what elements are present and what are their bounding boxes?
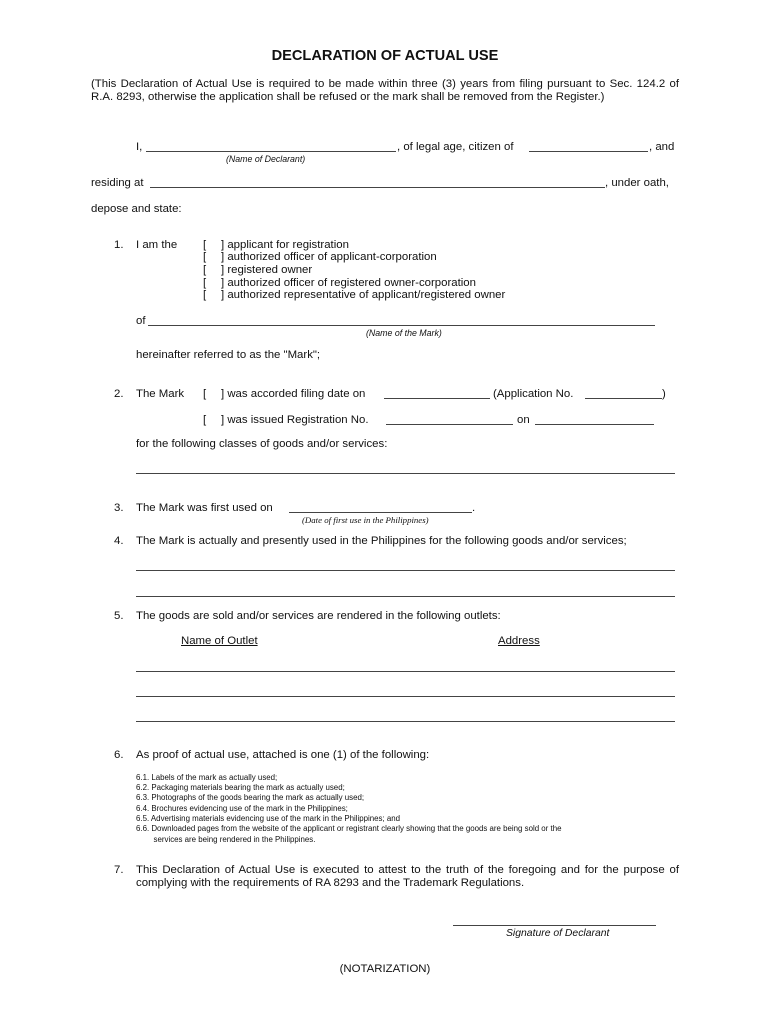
option-label: ] applicant for registration <box>221 239 349 251</box>
item5-number: 5. <box>114 610 124 622</box>
option-label: ] authorized representative of applicant/registered owner <box>221 289 506 301</box>
classes-label: for the following classes of goods and/or services: <box>136 438 388 450</box>
proof-item: 6.4. Brochures evidencing use of the mark in the Philippines; <box>136 804 348 813</box>
option-label: ] authorized officer of registered owner-corporation <box>221 277 476 289</box>
first-use-date-line[interactable] <box>289 512 472 513</box>
proof-label: As proof of actual use, attached is one (1) of the following: <box>136 749 430 761</box>
proof-item: 6.1. Labels of the mark as actually used; <box>136 773 278 782</box>
residence-line[interactable] <box>150 187 605 188</box>
intro-paragraph: (This Declaration of Actual Use is required to be made within three (3) years from filing pursuant to Sec. 124.2 of R.A. 8293, otherwise the application shall be refused or the mark shall be removed from the Register.) <box>91 78 679 103</box>
signature-caption: Signature of Declarant <box>506 928 610 939</box>
item6-number: 6. <box>114 749 124 761</box>
option-label: ] registered owner <box>221 264 313 276</box>
item1-number: 1. <box>114 239 124 251</box>
mark-name-line[interactable] <box>148 325 655 326</box>
option-label: ] authorized officer of applicant-corporation <box>221 251 437 263</box>
declarant-name-caption: (Name of Declarant) <box>226 154 306 164</box>
proof-item: 6.3. Photographs of the goods bearing the mark as actually used; <box>136 793 365 802</box>
outlet-line[interactable] <box>136 696 675 697</box>
outlet-line[interactable] <box>136 671 675 672</box>
residing-label: residing at <box>91 177 144 189</box>
mark-name-caption: (Name of the Mark) <box>366 328 442 338</box>
of-label: of <box>136 315 146 327</box>
goods-line[interactable] <box>136 596 675 597</box>
proof-item: 6.5. Advertising materials evidencing use of the mark in the Philippines; and <box>136 814 401 823</box>
filing-date-checkbox[interactable]: [ <box>203 388 207 400</box>
citizenship-line[interactable] <box>529 151 648 152</box>
notarization-label: (NOTARIZATION) <box>339 963 431 975</box>
outlet-line[interactable] <box>136 721 675 722</box>
option-checkbox[interactable]: [ <box>203 264 207 276</box>
option-checkbox[interactable]: [ <box>203 289 207 301</box>
proof-item: 6.6. Downloaded pages from the website of the applicant or registrant clearly showing that the goods are being sold or the <box>136 824 562 833</box>
application-close-paren: ) <box>662 388 666 400</box>
outlet-address-header: Address <box>498 635 540 647</box>
outlets-label: The goods are sold and/or services are rendered in the following outlets: <box>136 610 501 622</box>
page-title: DECLARATION OF ACTUAL USE <box>271 48 499 64</box>
filing-date-label: ] was accorded filing date on <box>221 388 366 400</box>
item7-number: 7. <box>114 864 124 876</box>
signature-line[interactable] <box>453 925 656 926</box>
option-checkbox[interactable]: [ <box>203 251 207 263</box>
first-use-period: . <box>472 502 476 514</box>
filing-date-line[interactable] <box>384 398 490 399</box>
option-checkbox[interactable]: [ <box>203 239 207 251</box>
item4-number: 4. <box>114 535 124 547</box>
registration-label: ] was issued Registration No. <box>221 414 369 426</box>
citizen-label: , of legal age, citizen of <box>397 141 514 153</box>
item3-number: 3. <box>114 502 124 514</box>
registration-checkbox[interactable]: [ <box>203 414 207 426</box>
declarant-name-line[interactable] <box>146 151 396 152</box>
and-label: , and <box>649 141 675 153</box>
declarant-prefix: I, <box>136 141 143 153</box>
registration-date-line[interactable] <box>535 424 654 425</box>
under-oath-label: , under oath, <box>605 177 669 189</box>
outlet-name-header: Name of Outlet <box>181 635 258 647</box>
attestation-paragraph: This Declaration of Actual Use is executed to attest to the truth of the foregoing and for the purpose of complying with the requirements of RA 8293 and the Trademark Regulations. <box>136 864 679 889</box>
first-use-caption: (Date of first use in the Philippines) <box>302 515 429 525</box>
first-use-label: The Mark was first used on <box>136 502 273 514</box>
item1-lead: I am the <box>136 239 178 251</box>
registration-no-line[interactable] <box>386 424 513 425</box>
proof-item: 6.2. Packaging materials bearing the mark as actually used; <box>136 783 345 792</box>
goods-line[interactable] <box>136 570 675 571</box>
item2-lead: The Mark <box>136 388 185 400</box>
application-no-label: (Application No. <box>493 388 574 400</box>
classes-line[interactable] <box>136 473 675 474</box>
depose-label: depose and state: <box>91 203 182 215</box>
option-checkbox[interactable]: [ <box>203 277 207 289</box>
hereinafter-text: hereinafter referred to as the "Mark"; <box>136 349 321 361</box>
application-no-line[interactable] <box>585 398 662 399</box>
proof-item: services are being rendered in the Philippines. <box>136 835 316 844</box>
goods-used-label: The Mark is actually and presently used in the Philippines for the following goods and/or services; <box>136 535 627 547</box>
registration-on-label: on <box>517 414 530 426</box>
item2-number: 2. <box>114 388 124 400</box>
